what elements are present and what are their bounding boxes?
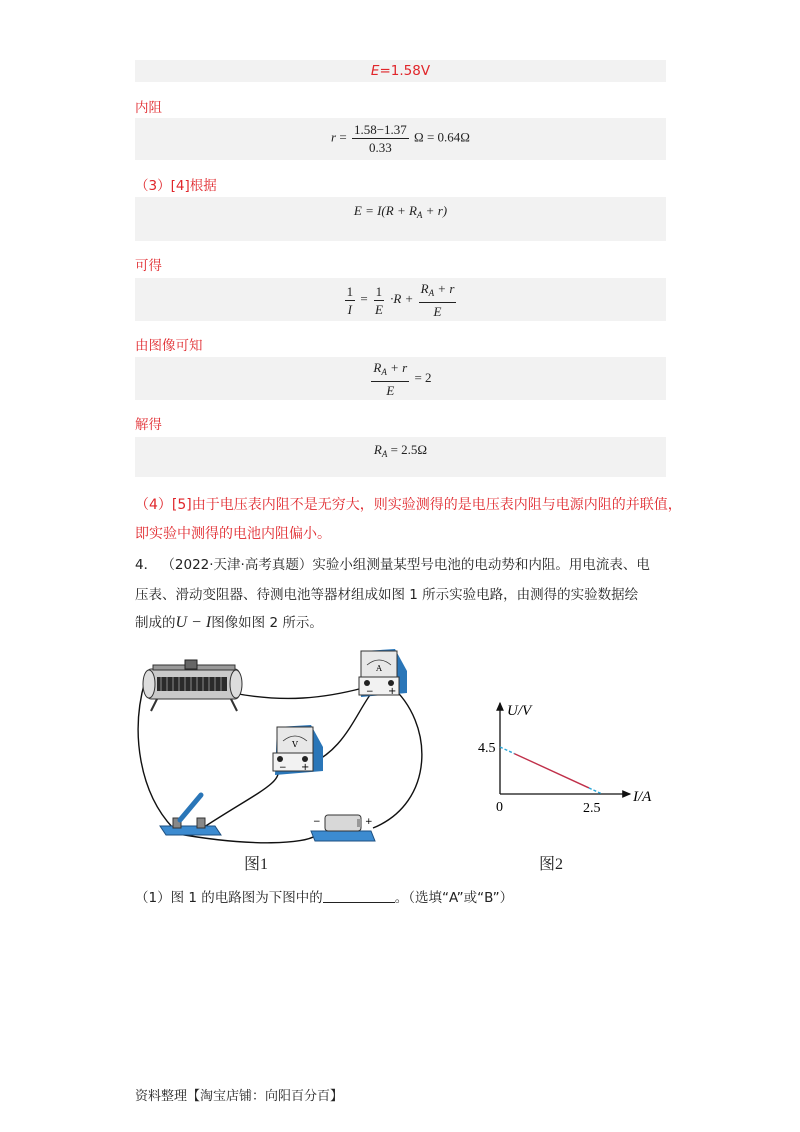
eq-slope [135, 360, 666, 398]
series-line-2 [589, 788, 602, 794]
rheostat [143, 660, 242, 711]
x-origin-label: 0 [496, 800, 503, 815]
eq-slope-rhs: = 2 [414, 369, 432, 385]
eq-slope-na: R [373, 360, 382, 375]
eq-e-box [135, 197, 666, 241]
eq-r-lhs: r [331, 129, 337, 145]
battery [311, 815, 375, 841]
label-kede: 可得 [135, 258, 162, 274]
eq-r-tail: Ω = 0.64Ω [414, 129, 470, 145]
eq-slope-nsub: A [381, 367, 387, 377]
eq-ra-rhs: = 2.5Ω [387, 442, 428, 457]
eq-inv-mid: ·R + [390, 290, 414, 306]
eq-inv-d3: E [433, 304, 442, 319]
eq-r-fraction [352, 122, 409, 155]
series-line-1 [500, 747, 514, 754]
answer-blank[interactable] [323, 890, 395, 903]
question-line1-text: （2022·天津·高考真题）实验小组测量某型号电池的电动势和内阻。用电流表、电 [161, 557, 650, 573]
question-line3 [135, 611, 323, 632]
eq-inv-frac1 [345, 284, 356, 317]
voltmeter-letter: V [292, 740, 298, 749]
switch [160, 795, 221, 835]
result-e-var: E [370, 63, 380, 79]
battery-plus: + [365, 817, 373, 827]
voltmeter-plus: + [301, 762, 310, 773]
eq-slope-nb: + r [386, 360, 408, 375]
x-tick-label: 2.5 [583, 801, 601, 816]
figure2-chart [475, 695, 675, 820]
eq-e-text: E = I(R + R [353, 203, 417, 218]
eq-ra-sub: A [381, 449, 388, 459]
eq-inv-n3b: + r [434, 281, 455, 296]
wire-2 [233, 688, 363, 698]
eq-inv-frac3 [419, 281, 457, 319]
eq-slope-box [135, 357, 666, 400]
question-line2: 压表、滑动变阻器、待测电池等器材组成如图 1 所示实验电路，由测得的实验数据绘 [135, 587, 639, 603]
eq-inv-n3sub: A [428, 288, 435, 298]
eq-inv-n2: 1 [375, 283, 383, 299]
figure2-caption: 图2 [539, 856, 564, 873]
question-line3-pre: 制成的 [135, 615, 176, 631]
voltmeter-minus: − [279, 763, 287, 773]
eq-inv-n3 [419, 281, 457, 303]
eq-ra [135, 442, 666, 459]
ammeter [359, 649, 407, 697]
ammeter-letter: A [376, 664, 382, 673]
eq-inv-n1: 1 [346, 283, 354, 299]
eq-r-den: 0.33 [369, 140, 392, 155]
y-axis-label: U/V [507, 703, 532, 719]
eq-r-num: 1.58−1.37 [353, 122, 407, 137]
result-e-value: =1.58V [379, 63, 431, 79]
result-e-box [135, 60, 666, 82]
part4-line2: 即实验中测得的电池内阻偏小。 [135, 526, 331, 542]
eq-inv-frac2 [373, 284, 385, 317]
eq-inv-d2: E [374, 301, 383, 317]
y-tick-label: 4.5 [478, 741, 496, 756]
eq-e-end: + r) [422, 203, 448, 218]
subquestion-1-post: 。（选填“A”或“B”） [394, 890, 514, 906]
eq-inv-n3a: R [420, 281, 429, 296]
result-e-text [135, 63, 666, 79]
series-layer [500, 747, 602, 794]
series-line-0 [514, 754, 589, 788]
ammeter-plus: + [388, 686, 397, 697]
x-axis-label: I/A [633, 789, 652, 805]
eq-slope-num [371, 360, 409, 382]
question-line3-math: U − I [175, 614, 212, 631]
label-youtu: 由图像可知 [135, 338, 203, 354]
eq-inv-box [135, 278, 666, 321]
label-jiede: 解得 [135, 417, 162, 433]
eq-e-sub: A [416, 210, 423, 220]
eq-ra-lhs: R [373, 442, 382, 457]
figure1-circuit [135, 643, 435, 848]
voltmeter [273, 725, 323, 775]
subquestion-1 [135, 886, 513, 906]
eq-e [135, 203, 666, 220]
figure1-caption: 图1 [244, 856, 269, 873]
ammeter-minus: − [366, 687, 374, 697]
eq-inv-d1: I [347, 301, 353, 317]
label-part3: （3）[4]根据 [135, 178, 217, 194]
label-neizu: 内阻 [135, 100, 162, 116]
wire-3 [373, 685, 422, 828]
eq-r: r = $\frac{1.58-1.37}{0.33}$ Ω = 0.64Ω [331, 122, 470, 155]
eq-inv: $\frac{1}{I}$ = $\frac{1}{E}$ ·R + $\frac{R_A + r}{E}$ [346, 281, 455, 319]
eq-slope-frac [371, 360, 409, 398]
eq-slope-den: E [386, 383, 395, 398]
question-line1 [135, 553, 650, 573]
wire-5 [195, 767, 278, 833]
part4-line1: （4）[5]由于电压表内阻不是无穷大，则实验测得的是电压表内阻与电源内阻的并联值， [135, 497, 682, 513]
battery-minus: − [313, 817, 321, 827]
subquestion-1-pre: （1）图 1 的电路图为下图中的 [135, 890, 323, 906]
eq-ra-box [135, 437, 666, 477]
question-line3-post: 图像如图 2 所示。 [211, 615, 323, 631]
question-number: 4． [135, 557, 158, 573]
footer-text: 资料整理【淘宝店铺：向阳百分百】 [135, 1089, 344, 1104]
eq-r-box [135, 118, 666, 160]
